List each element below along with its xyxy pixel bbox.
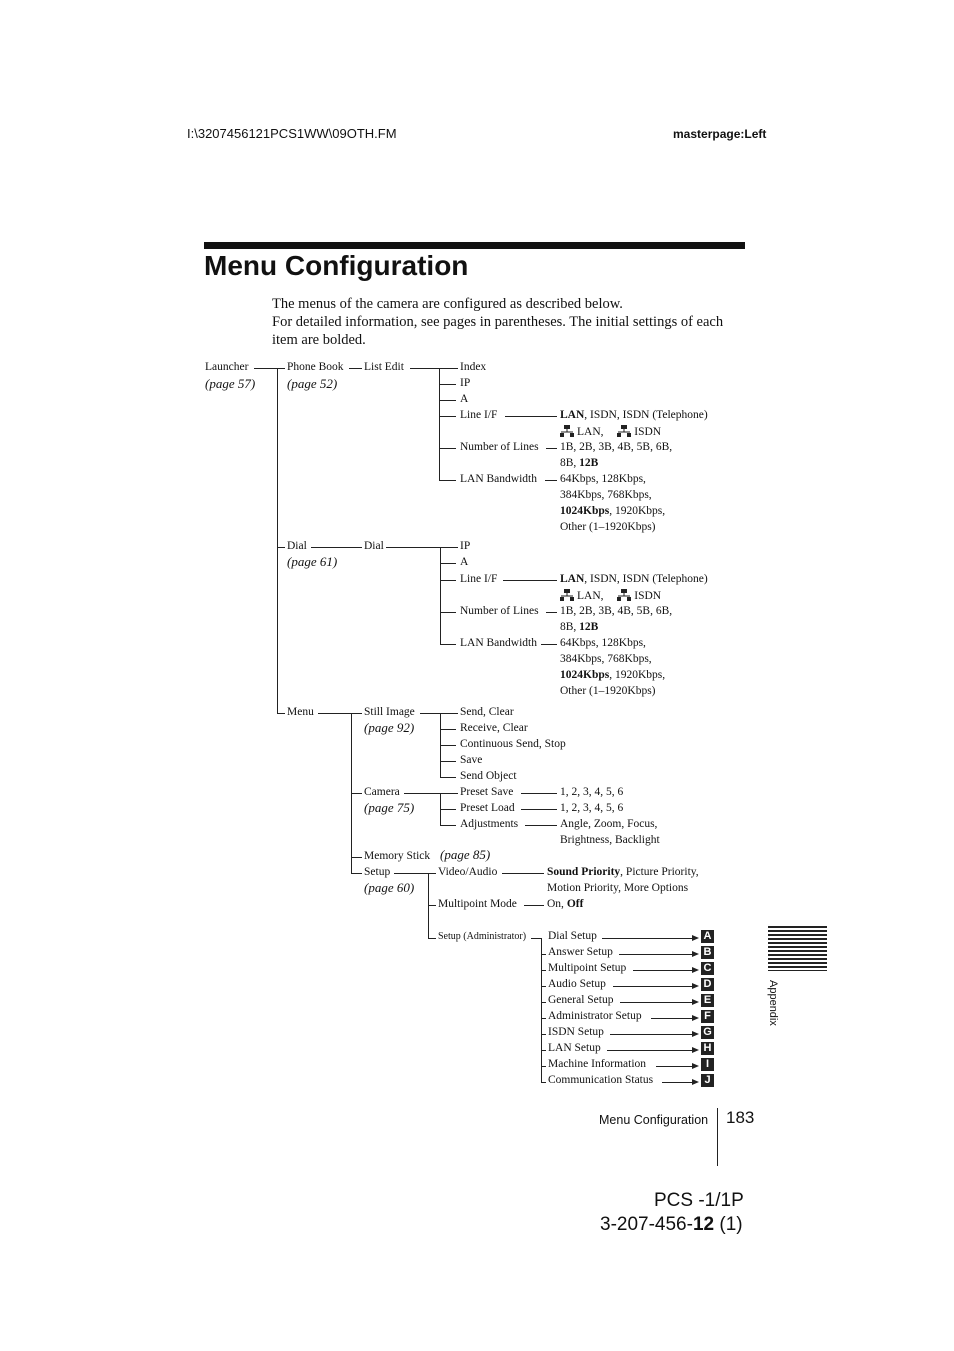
lines-values-1: 1B, 2B, 3B, 4B, 5B, 6B, (560, 441, 673, 453)
arrow-icon (692, 1063, 699, 1069)
node-preset-save: Preset Save (460, 786, 514, 798)
node-dial-line-if: Line I/F (460, 573, 498, 585)
isdn-network-icon (617, 589, 631, 601)
admin-item-label: Answer Setup (548, 946, 613, 958)
section-tag: B (701, 946, 714, 959)
node-dial-page: (page 61) (287, 554, 338, 569)
node-number-of-lines: Number of Lines (460, 441, 539, 453)
dial-bw-values-1: 64Kbps, 128Kbps, (560, 637, 646, 649)
arrow-icon (692, 1047, 699, 1053)
section-tag: J (701, 1074, 714, 1087)
node-dial-number-of-lines: Number of Lines (460, 605, 539, 617)
node-memory-stick: Memory Stick (364, 850, 431, 862)
bw-values-3: 1024Kbps, 1920Kbps, (560, 505, 666, 517)
node-memory-stick-page: (page 85) (440, 847, 491, 862)
preset-load-values: 1, 2, 3, 4, 5, 6 (560, 802, 624, 814)
adjustments-values-2: Brightness, Backlight (560, 834, 660, 846)
multipoint-mode-values: On, Off (547, 898, 584, 910)
dial-line-if-icon-values: LAN, ISDN (560, 589, 661, 603)
arrow-icon (692, 1015, 699, 1021)
dial-bw-values-4: Other (1–1920Kbps) (560, 685, 656, 697)
bw-values-1: 64Kbps, 128Kbps, (560, 473, 646, 485)
line-if-icon-values: LAN, ISDN (560, 425, 661, 439)
node-menu: Menu (287, 706, 314, 718)
node-preset-load: Preset Load (460, 802, 515, 814)
node-save: Save (460, 754, 483, 766)
bw-values-2: 384Kbps, 768Kbps, (560, 489, 652, 501)
node-dial-lan-bandwidth: LAN Bandwidth (460, 637, 537, 649)
arrow-icon (692, 951, 699, 957)
adjustments-values-1: Angle, Zoom, Focus, (560, 818, 658, 830)
video-audio-values-2: Motion Priority, More Options (547, 882, 689, 894)
intro-line-1: The menus of the camera are configured as described below. (272, 296, 623, 312)
file-path: I:\3207456121PCS1WW\09OTH.FM (187, 126, 397, 141)
node-a: A (460, 393, 469, 405)
node-continuous-send: Continuous Send, Stop (460, 738, 566, 750)
section-tag: H (701, 1042, 714, 1055)
node-still-image-page: (page 92) (364, 720, 415, 735)
masterpage-label: masterpage:Left (673, 127, 767, 141)
admin-item-label: Dial Setup (548, 930, 597, 942)
node-launcher-page: (page 57) (205, 376, 256, 391)
admin-item-label: Machine Information (548, 1058, 647, 1070)
intro-line-3: item are bolded. (272, 332, 366, 348)
arrow-icon (692, 967, 699, 973)
dial-lines-values-2: 8B, 12B (560, 621, 599, 633)
dial-lines-values-1: 1B, 2B, 3B, 4B, 5B, 6B, (560, 605, 673, 617)
node-camera-page: (page 75) (364, 800, 415, 815)
admin-item-label: ISDN Setup (548, 1026, 604, 1038)
arrow-icon (692, 999, 699, 1005)
node-receive-clear: Receive, Clear (460, 722, 528, 734)
node-list-edit: List Edit (364, 361, 404, 373)
isdn-network-icon (617, 425, 631, 437)
node-dial-a: A (460, 556, 469, 568)
admin-item-label: LAN Setup (548, 1042, 601, 1054)
side-tab-label: Appendix (767, 980, 779, 1026)
line-if-values: LAN, ISDN, ISDN (Telephone) (560, 409, 708, 421)
node-phone-book: Phone Book (287, 361, 344, 373)
node-setup: Setup (364, 866, 391, 878)
node-video-audio: Video/Audio (438, 866, 498, 878)
admin-item-label: Audio Setup (548, 978, 606, 990)
section-tag: D (701, 978, 714, 991)
node-index: Index (460, 361, 487, 373)
node-ip: IP (460, 377, 471, 389)
dial-bw-values-3: 1024Kbps, 1920Kbps, (560, 669, 666, 681)
node-camera: Camera (364, 786, 400, 798)
arrow-icon (692, 1079, 699, 1085)
intro-line-2: For detailed information, see pages in parentheses. The initial settings of each (272, 314, 724, 330)
admin-item-label: Administrator Setup (548, 1010, 642, 1022)
bw-values-4: Other (1–1920Kbps) (560, 521, 656, 533)
section-tag: G (701, 1026, 714, 1039)
node-still-image: Still Image (364, 706, 415, 718)
node-dial: Dial (287, 540, 307, 552)
footer-section: Menu Configuration (599, 1113, 709, 1127)
node-send-clear: Send, Clear (460, 706, 514, 718)
admin-item-label: Multipoint Setup (548, 962, 627, 974)
node-setup-page: (page 60) (364, 880, 415, 895)
section-tag: F (701, 1010, 714, 1023)
node-adjustments: Adjustments (460, 818, 519, 830)
node-dial-sub: Dial (364, 540, 384, 552)
lines-values-2: 8B, 12B (560, 457, 599, 469)
section-tab-marker (768, 926, 827, 971)
lan-network-icon (560, 589, 574, 601)
node-send-object: Send Object (460, 770, 517, 782)
page-number: 183 (726, 1108, 755, 1127)
video-audio-values-1: Sound Priority, Picture Priority, (547, 866, 699, 878)
dial-line-if-values: LAN, ISDN, ISDN (Telephone) (560, 573, 708, 585)
section-tag: C (701, 962, 714, 975)
model-code: PCS -1/1P (654, 1190, 744, 1211)
node-lan-bandwidth: LAN Bandwidth (460, 473, 537, 485)
section-tag: A (701, 930, 714, 943)
page-title: Menu Configuration (204, 250, 469, 281)
node-phone-book-page: (page 52) (287, 376, 338, 391)
node-launcher: Launcher (205, 361, 249, 373)
node-setup-administrator: Setup (Administrator) (438, 931, 527, 942)
preset-save-values: 1, 2, 3, 4, 5, 6 (560, 786, 624, 798)
arrow-icon (692, 935, 699, 941)
dial-bw-values-2: 384Kbps, 768Kbps, (560, 653, 652, 665)
section-tag: I (701, 1058, 714, 1071)
lan-network-icon (560, 425, 574, 437)
node-line-if: Line I/F (460, 409, 498, 421)
footer-divider (717, 1108, 718, 1166)
arrow-icon (692, 983, 699, 989)
admin-item-label: General Setup (548, 994, 614, 1006)
node-multipoint-mode: Multipoint Mode (438, 898, 517, 910)
arrow-icon (692, 1031, 699, 1037)
section-tag: E (701, 994, 714, 1007)
admin-item-label: Communication Status (548, 1074, 654, 1086)
node-dial-ip: IP (460, 540, 471, 552)
document-code: 3-207-456-12 (1) (600, 1214, 743, 1235)
title-rule (204, 242, 745, 249)
